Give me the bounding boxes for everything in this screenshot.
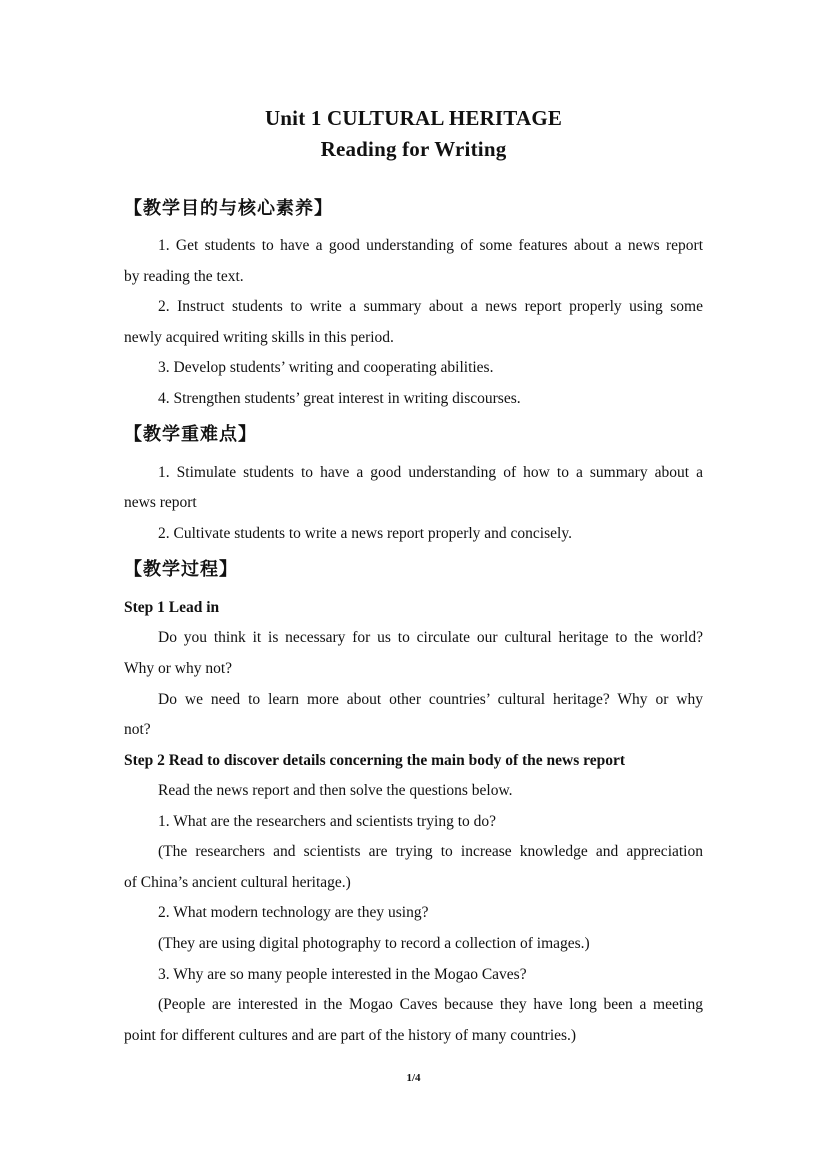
step1-question-2: Do we need to learn more about other countries’ cultural heritage? Why or why (158, 691, 703, 708)
objectives-heading: 【教学目的与核心素养】 (124, 198, 333, 219)
objective-item-2: 2. Instruct students to write a summary about a news report properly using some (158, 298, 703, 315)
page-number: 1/4 (406, 1072, 421, 1084)
objective-item-2-cont: newly acquired writing skills in this period. (124, 329, 394, 346)
step2-intro: Read the news report and then solve the questions below. (158, 782, 513, 799)
step1-question-1: Do you think it is necessary for us to circulate our cultural heritage to the world? (158, 629, 703, 646)
step1-question-1-cont: Why or why not? (124, 660, 233, 677)
step2-answer-3-cont: point for different cultures and are part of the history of many countries.) (124, 1027, 577, 1044)
process-heading: 【教学过程】 (124, 559, 238, 580)
step2-answer-3: (People are interested in the Mogao Caves because they have long been a meeting (158, 996, 703, 1013)
keypoints-heading: 【教学重难点】 (124, 424, 257, 445)
objective-item-4: 4. Strengthen students’ great interest in writing discourses. (158, 390, 521, 407)
document-subtitle: Reading for Writing (320, 137, 507, 161)
step1-title: Step 1 Lead in (124, 599, 220, 616)
step2-answer-2: (They are using digital photography to record a collection of images.) (158, 935, 590, 952)
keypoint-item-2: 2. Cultivate students to write a news report properly and concisely. (158, 525, 572, 542)
keypoint-item-1-cont: news report (124, 494, 197, 511)
step1-question-2-cont: not? (124, 721, 151, 738)
step2-title: Step 2 Read to discover details concerning the main body of the news report (124, 752, 626, 769)
objective-item-1-cont: by reading the text. (124, 268, 244, 285)
step2-question-3: 3. Why are so many people interested in the Mogao Caves? (158, 966, 527, 983)
document-title: Unit 1 CULTURAL HERITAGE (264, 106, 563, 130)
objective-item-1: 1. Get students to have a good understanding of some features about a news report (158, 237, 703, 254)
objective-item-3: 3. Develop students’ writing and cooperating abilities. (158, 359, 494, 376)
step2-answer-1-cont: of China’s ancient cultural heritage.) (124, 874, 351, 891)
keypoint-item-1: 1. Stimulate students to have a good understanding of how to a summary about a (158, 464, 703, 481)
step2-question-1: 1. What are the researchers and scientists trying to do? (158, 813, 497, 830)
step2-answer-1: (The researchers and scientists are trying to increase knowledge and appreciation (158, 843, 703, 860)
step2-question-2: 2. What modern technology are they using? (158, 904, 429, 921)
